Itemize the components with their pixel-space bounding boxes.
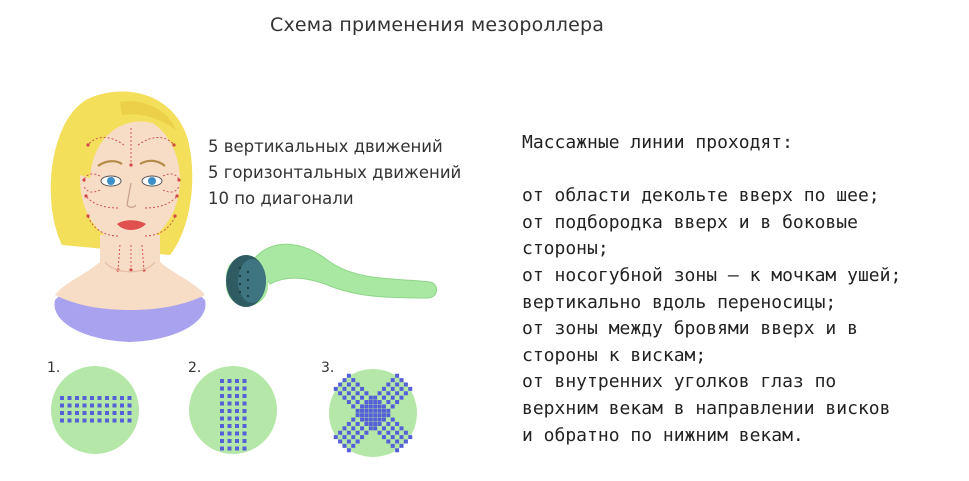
pattern-3-dot: [399, 378, 403, 382]
pattern-3-dot: [382, 418, 386, 422]
pattern-3-dot: [408, 387, 412, 391]
pattern-2-dot: [243, 432, 247, 436]
pattern-1-dot: [90, 404, 94, 408]
pattern-2-dot: [235, 424, 239, 428]
pattern-3-dot: [360, 387, 364, 391]
pattern-3-dot: [347, 439, 351, 443]
pattern-1-dot: [120, 404, 124, 408]
pattern-1-dot: [105, 419, 109, 423]
pattern-3-dot: [369, 413, 373, 417]
pattern-3-dot: [347, 431, 351, 435]
pattern-1-dot: [90, 411, 94, 415]
pattern-3-dot: [373, 396, 377, 400]
pattern-2-dot: [220, 439, 224, 443]
pattern-3-dot: [364, 391, 368, 395]
pattern-3-dot: [347, 448, 351, 452]
pattern-3-dot: [351, 426, 355, 430]
diagram-title: Схема применения мезороллера: [270, 14, 605, 36]
pattern-2-dot: [243, 424, 247, 428]
pattern-3-dot: [373, 413, 377, 417]
pattern-3-dot: [382, 426, 386, 430]
pattern-2-dot: [228, 379, 232, 383]
pattern-1-dot: [83, 396, 87, 400]
desc-line: от подбородка вверх и в боковые: [522, 211, 858, 233]
pattern-2-dot: [243, 409, 247, 413]
pattern-3-dot: [347, 391, 351, 395]
pattern-1-dot: [128, 396, 132, 400]
pattern-3-dot: [351, 387, 355, 391]
pattern-3-dot: [356, 422, 360, 426]
step-diagonal: 10 по диагонали: [208, 189, 354, 208]
pattern-3-dot: [356, 400, 360, 404]
pattern-3-dot: [373, 418, 377, 422]
pattern-3-dot: [338, 383, 342, 387]
pattern-1-dot: [128, 419, 132, 423]
pattern-2-dot: [228, 387, 232, 391]
pattern-3-dot: [360, 426, 364, 430]
pattern-3-dot: [334, 387, 338, 391]
pattern-2-dot: [220, 387, 224, 391]
pattern-3-dot: [395, 374, 399, 378]
pattern-2-dot: [235, 387, 239, 391]
pattern-1-dot: [120, 419, 124, 423]
pattern-3-dot: [343, 435, 347, 439]
pattern-3-dot: [382, 435, 386, 439]
desc-line: от внутренних уголков глаз по: [522, 371, 837, 393]
pattern-1-dot: [113, 404, 117, 408]
pattern-2-dot: [235, 409, 239, 413]
pattern-3-dot: [356, 383, 360, 387]
desc-line: вертикально вдоль переносицы;: [522, 291, 837, 313]
pattern-1-dot: [75, 411, 79, 415]
pattern-3-dot: [373, 404, 377, 408]
pattern-3-dot: [399, 426, 403, 430]
woman-face-illustration: [51, 91, 206, 342]
pattern-1-dot: [128, 404, 132, 408]
pattern-3-dot: [382, 404, 386, 408]
pattern-3-dot: [364, 413, 368, 417]
pattern-2-dot: [243, 417, 247, 421]
desc-heading: Массажные линии проходят:: [522, 132, 793, 153]
pattern-3-dot: [351, 418, 355, 422]
pattern-1-dot: [75, 419, 79, 423]
pattern-3-dot: [343, 426, 347, 430]
pattern-3-dot: [386, 422, 390, 426]
pattern-1-dot: [60, 419, 64, 423]
pattern-1-dot: [60, 396, 64, 400]
pattern-2-dot: [228, 447, 232, 451]
pattern-3-dot: [351, 444, 355, 448]
movement-steps: [208, 134, 461, 212]
pattern-2-dot: [220, 409, 224, 413]
pattern-3-dot: [395, 439, 399, 443]
pattern-1-dot: [105, 411, 109, 415]
pattern-3-dot: [360, 413, 364, 417]
pattern-3-dot: [369, 422, 373, 426]
pattern-2-dot: [243, 402, 247, 406]
pattern-1-dot: [120, 411, 124, 415]
pattern-1-dot: [90, 396, 94, 400]
pattern-1-dot: [83, 404, 87, 408]
pattern-1-dot: [60, 411, 64, 415]
pattern-2-dot: [243, 387, 247, 391]
pattern-1-dot: [68, 404, 72, 408]
pattern-3-dot: [386, 431, 390, 435]
pattern-3-dot: [343, 387, 347, 391]
pattern-3-dot: [391, 444, 395, 448]
pattern-1-dot: [113, 419, 117, 423]
pattern-3-dot: [404, 439, 408, 443]
pattern-3-dot: [373, 426, 377, 430]
pattern-3-dot: [378, 422, 382, 426]
mesoroller-illustration: [226, 244, 437, 307]
pattern-3-dot: [369, 404, 373, 408]
pattern-1-dot: [98, 411, 102, 415]
pattern-3-dot: [378, 391, 382, 395]
pattern-3-dot: [356, 391, 360, 395]
pattern-3-dot: [364, 404, 368, 408]
pattern-3-dot: [391, 404, 395, 408]
pattern-2-dot: [220, 402, 224, 406]
pattern-2-dot: [220, 417, 224, 421]
pattern-2-dot: [228, 424, 232, 428]
pattern-1-dot: [113, 396, 117, 400]
pattern-3-dot: [395, 422, 399, 426]
massage-lines-description: [522, 130, 901, 449]
desc-line: и обратно по нижним векам.: [522, 424, 804, 446]
pattern-3-dot: [399, 435, 403, 439]
pattern-3-dot: [399, 387, 403, 391]
pattern-circle-1: [51, 366, 139, 454]
pattern-3-dot: [386, 409, 390, 413]
pattern-2-dot: [243, 379, 247, 383]
pattern-2-dot: [243, 447, 247, 451]
pattern-3-dot: [364, 431, 368, 435]
pattern-3-dot: [391, 378, 395, 382]
desc-line: от области декольте вверх по шее;: [522, 185, 880, 207]
pattern-3-dot: [386, 413, 390, 417]
pattern-3-dot: [391, 435, 395, 439]
pattern-3-dot: [391, 426, 395, 430]
pattern-3-dot: [364, 422, 368, 426]
pattern-3-dot: [360, 409, 364, 413]
pattern-3-dot: [391, 387, 395, 391]
pattern-3-dot: [347, 374, 351, 378]
pattern-3-dot: [360, 404, 364, 408]
pattern-1-dot: [120, 396, 124, 400]
pattern-3-dot: [395, 431, 399, 435]
pattern-3-dot: [399, 396, 403, 400]
pattern-3-dot: [351, 378, 355, 382]
pattern-3-dot: [360, 435, 364, 439]
pattern-3-dot: [347, 383, 351, 387]
step-vertical: 5 вертикальных движений: [208, 137, 443, 156]
pattern-3-dot: [343, 396, 347, 400]
pattern-3-dot: [347, 400, 351, 404]
desc-line: стороны;: [522, 238, 609, 260]
pattern-3-dot: [369, 396, 373, 400]
pattern-1-dot: [68, 396, 72, 400]
pattern-3-dot: [360, 396, 364, 400]
pattern-2-dot: [228, 417, 232, 421]
pattern-3-dot: [369, 426, 373, 430]
pattern-3-dot: [378, 409, 382, 413]
pattern-label-1: 1.: [47, 360, 61, 376]
pattern-2-dot: [243, 394, 247, 398]
pattern-3-dot: [351, 404, 355, 408]
pattern-2-dot: [235, 417, 239, 421]
pattern-1-dot: [113, 411, 117, 415]
pattern-3-dot: [382, 409, 386, 413]
pattern-3-dot: [356, 431, 360, 435]
pattern-1-dot: [98, 396, 102, 400]
pattern-3-dot: [386, 391, 390, 395]
pattern-label-3: 3.: [321, 360, 335, 376]
pattern-3-dot: [373, 400, 377, 404]
pattern-3-dot: [351, 435, 355, 439]
pattern-3-dot: [391, 396, 395, 400]
pattern-circle-2: [189, 366, 277, 454]
pattern-3-dot: [395, 391, 399, 395]
pattern-2-dot: [220, 424, 224, 428]
pattern-3-dot: [395, 383, 399, 387]
pattern-2-dot: [235, 379, 239, 383]
pattern-3-dot: [373, 409, 377, 413]
pattern-1-dot: [83, 419, 87, 423]
desc-line: [522, 157, 901, 184]
desc-line: от носогубной зоны – к мочкам ушей;: [522, 264, 902, 286]
pattern-3-dot: [364, 418, 368, 422]
desc-line: стороны к вискам;: [522, 344, 707, 366]
pattern-2-dot: [243, 439, 247, 443]
pattern-3-dot: [404, 391, 408, 395]
pattern-2-dot: [228, 439, 232, 443]
pattern-3-dot: [404, 383, 408, 387]
pattern-3-dot: [356, 439, 360, 443]
desc-line: верхним векам в направлении висков: [522, 397, 891, 419]
pattern-3-dot: [378, 413, 382, 417]
pattern-2-dot: [220, 379, 224, 383]
pattern-2-dot: [235, 439, 239, 443]
pattern-2-dot: [235, 432, 239, 436]
pattern-1-dot: [98, 419, 102, 423]
pattern-3-dot: [382, 396, 386, 400]
pattern-3-dot: [378, 400, 382, 404]
pattern-1-dot: [60, 404, 64, 408]
pattern-3-dot: [395, 400, 399, 404]
pattern-3-dot: [382, 413, 386, 417]
pattern-2-dot: [220, 432, 224, 436]
pattern-3-dot: [360, 418, 364, 422]
pattern-3-dot: [369, 409, 373, 413]
pattern-1-dot: [68, 411, 72, 415]
pattern-3-dot: [386, 439, 390, 443]
pattern-3-dot: [356, 413, 360, 417]
pattern-3-dot: [378, 418, 382, 422]
pattern-3-dot: [391, 418, 395, 422]
pattern-1-dot: [128, 411, 132, 415]
pattern-3-dot: [338, 431, 342, 435]
pattern-1-dot: [68, 419, 72, 423]
pattern-circle-3: [329, 369, 417, 457]
step-horizontal: 5 горизонтальных движений: [208, 163, 462, 182]
pattern-3-dot: [378, 404, 382, 408]
pattern-3-dot: [378, 431, 382, 435]
pattern-2-dot: [220, 394, 224, 398]
pattern-3-dot: [351, 396, 355, 400]
pattern-1-dot: [90, 419, 94, 423]
pattern-3-dot: [338, 391, 342, 395]
pattern-3-dot: [404, 431, 408, 435]
pattern-2-dot: [228, 432, 232, 436]
pattern-1-dot: [105, 396, 109, 400]
pattern-2-dot: [235, 447, 239, 451]
pattern-3-dot: [334, 435, 338, 439]
pattern-3-dot: [364, 400, 368, 404]
pattern-1-dot: [75, 404, 79, 408]
pattern-3-dot: [386, 383, 390, 387]
pattern-3-dot: [338, 439, 342, 443]
pattern-label-2: 2.: [188, 360, 202, 376]
pattern-2-dot: [228, 402, 232, 406]
pattern-3-dot: [395, 448, 399, 452]
pattern-3-dot: [408, 435, 412, 439]
pattern-1-dot: [75, 396, 79, 400]
pattern-3-dot: [369, 400, 373, 404]
pattern-3-dot: [369, 418, 373, 422]
pattern-1-dot: [83, 411, 87, 415]
pattern-1-dot: [98, 404, 102, 408]
pattern-2-dot: [235, 394, 239, 398]
pattern-3-dot: [356, 409, 360, 413]
pattern-3-dot: [364, 409, 368, 413]
pattern-2-dot: [228, 394, 232, 398]
pattern-3-dot: [347, 422, 351, 426]
pattern-3-dot: [399, 444, 403, 448]
pattern-2-dot: [220, 447, 224, 451]
pattern-3-dot: [373, 422, 377, 426]
pattern-3-dot: [382, 387, 386, 391]
desc-line: от зоны между бровями вверх и в: [522, 318, 858, 340]
pattern-3-dot: [343, 378, 347, 382]
pattern-2-dot: [235, 402, 239, 406]
pattern-3-dot: [386, 400, 390, 404]
pattern-2-dot: [228, 409, 232, 413]
pattern-1-dot: [105, 404, 109, 408]
pattern-3-dot: [343, 444, 347, 448]
